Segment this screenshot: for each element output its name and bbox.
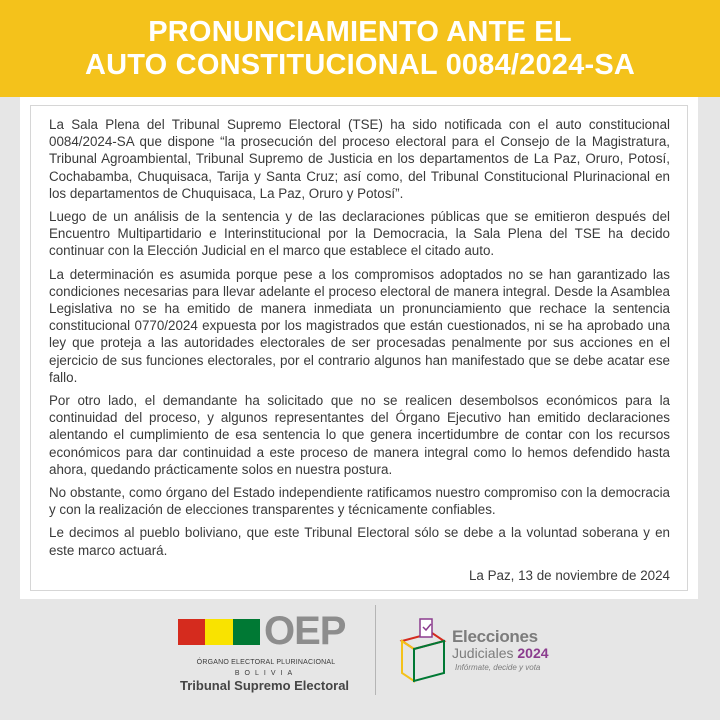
- tribunal-name: Tribunal Supremo Electoral: [180, 678, 350, 693]
- footer-divider: [375, 605, 376, 695]
- title-banner: [0, 0, 720, 97]
- oep-acronym: OEP: [264, 609, 346, 653]
- paragraph-decision: Luego de un análisis de la sentencia y de las declaraciones públicas que se emitieron después del Encuentro Multipartidario e Interinstitucional por la Democracia, la Sala Plena del TSE ha decido continuar con la Elección Judicial en el marco que establece el citado auto.: [49, 209, 670, 259]
- place-date: La Paz, 13 de noviembre de 2024: [468, 567, 670, 583]
- elecciones-subtitle: [452, 645, 549, 661]
- title-line-2: AUTO CONSTITUCIONAL 0084/2024-SA: [84, 48, 636, 81]
- oep-full-name: ÓRGANO ELECTORAL PLURINACIONAL: [196, 659, 336, 666]
- statement-frame: [30, 105, 688, 591]
- paragraph-closing: Le decimos al pueblo boliviano, que este Tribunal Electoral sólo se debe a la voluntad soberana y en este marco actuará.: [49, 525, 670, 558]
- elecciones-year: 2024: [517, 645, 549, 661]
- paragraph-reasons: La determinación es asumida porque pese a los compromisos adoptados no se han garantizado las condiciones necesarias para llevar adelante el proceso electoral de manera integral. Desde la Asamblea Legislativa no se ha emitido de manera inmediata un pronunciamiento que rechace la sentencia constitucional 0770/2024 expuesta por los magistrados que están cuestionados, ni se ha aprobado una ley que proteja a las autoridades electorales de ser procesadas penalmente por sus acciones en el ejercicio de sus funciones electorales, por el contrario algunos han manifestado que se debe acatar ese fallo.: [49, 266, 670, 385]
- paragraph-notification: La Sala Plena del Tribunal Supremo Electoral (TSE) ha sido notificada con el auto constitucional 0084/2024-SA que dispone “la prosecución del proceso electoral para el Consejo de la Magistratura, Tribunal Agroambiental, Tribunal Supremo de Justicia en los departamentos de La Paz, Oruro, Potosí, Cochabamba, Chuquisaca, Tarija y Santa Cruz; así como, del Tribunal Constitucional Plurinacional en los departamentos de Chuquisaca, La Paz, Oruro y Potosí”.: [49, 117, 670, 201]
- footer-logos: [0, 599, 720, 720]
- statement-card: [20, 97, 698, 599]
- elecciones-subtitle-text: Judiciales: [452, 645, 514, 661]
- oep-logo: [178, 607, 378, 687]
- paragraph-resources: Por otro lado, el demandante ha solicitado que no se realicen desembolsos económicos para la continuidad del proceso, y algunos representantes del Órgano Ejecutivo han emitido declaraciones alentando el cumplimiento de esa sentencia lo que genera incertidumbre de contar con los recursos económicos para dar continuidad a este proceso de manera integral como lo hemos defendido hasta ahora, quedando prácticamente solos en nuestra postura.: [49, 393, 670, 477]
- bolivian-flag-icon: [178, 619, 260, 645]
- elecciones-tagline: Infórmate, decide y vota: [455, 663, 541, 672]
- title-line-1: PRONUNCIAMIENTO ANTE EL: [148, 15, 572, 48]
- oep-country: BOLIVIA: [234, 670, 298, 677]
- paragraph-commitment: No obstante, como órgano del Estado independiente ratificamos nuestro compromiso con la democracia y con la realización de elecciones transparentes y técnicamente confiables.: [49, 485, 670, 518]
- elecciones-title: Elecciones: [452, 627, 538, 646]
- ballot-box-icon: [392, 611, 452, 689]
